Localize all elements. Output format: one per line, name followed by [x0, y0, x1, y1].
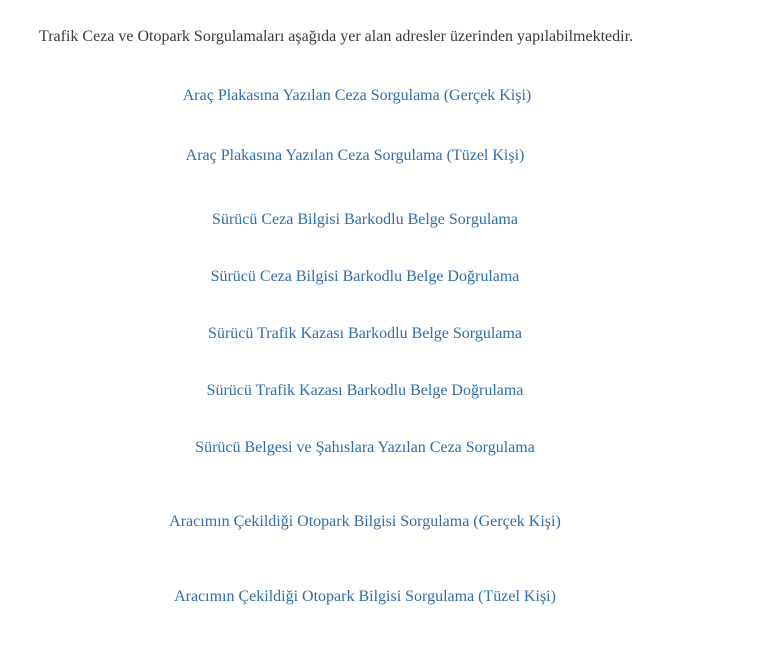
link-accident-barcode-query[interactable]: Sürücü Trafik Kazası Barkodlu Belge Sorgulama: [208, 325, 522, 342]
link-row-towed-parking-individual: [0, 513, 730, 531]
link-row-plate-fine-individual: [0, 87, 722, 105]
link-driver-fine-barcode-verify[interactable]: Sürücü Ceza Bilgisi Barkodlu Belge Doğrulama: [210, 268, 520, 285]
link-row-plate-fine-corporate: [0, 147, 720, 165]
link-plate-fine-individual[interactable]: Araç Plakasına Yazılan Ceza Sorgulama (Gerçek Kişi): [182, 87, 532, 104]
link-row-accident-barcode-query: [0, 325, 730, 343]
link-license-person-fine[interactable]: Sürücü Belgesi ve Şahıslara Yazılan Ceza Sorgulama: [195, 439, 535, 456]
link-accident-barcode-verify[interactable]: Sürücü Trafik Kazası Barkodlu Belge Doğrulama: [206, 382, 524, 399]
link-row-towed-parking-corporate: [0, 588, 730, 606]
intro-text: Trafik Ceza ve Otopark Sorgulamaları aşağıda yer alan adresler üzerinden yapılabilmektedir.: [39, 28, 634, 45]
link-row-driver-fine-barcode-query: [0, 211, 730, 229]
link-plate-fine-corporate[interactable]: Araç Plakasına Yazılan Ceza Sorgulama (Tüzel Kişi): [185, 147, 525, 164]
link-row-accident-barcode-verify: [0, 382, 730, 400]
link-row-driver-fine-barcode-verify: [0, 268, 730, 286]
link-driver-fine-barcode-query[interactable]: Sürücü Ceza Bilgisi Barkodlu Belge Sorgulama: [212, 211, 518, 228]
link-towed-parking-individual[interactable]: Aracımın Çekildiği Otopark Bilgisi Sorgulama (Gerçek Kişi): [169, 513, 561, 530]
link-row-license-person-fine: [0, 439, 730, 457]
link-towed-parking-corporate[interactable]: Aracımın Çekildiği Otopark Bilgisi Sorgulama (Tüzel Kişi): [174, 588, 556, 605]
